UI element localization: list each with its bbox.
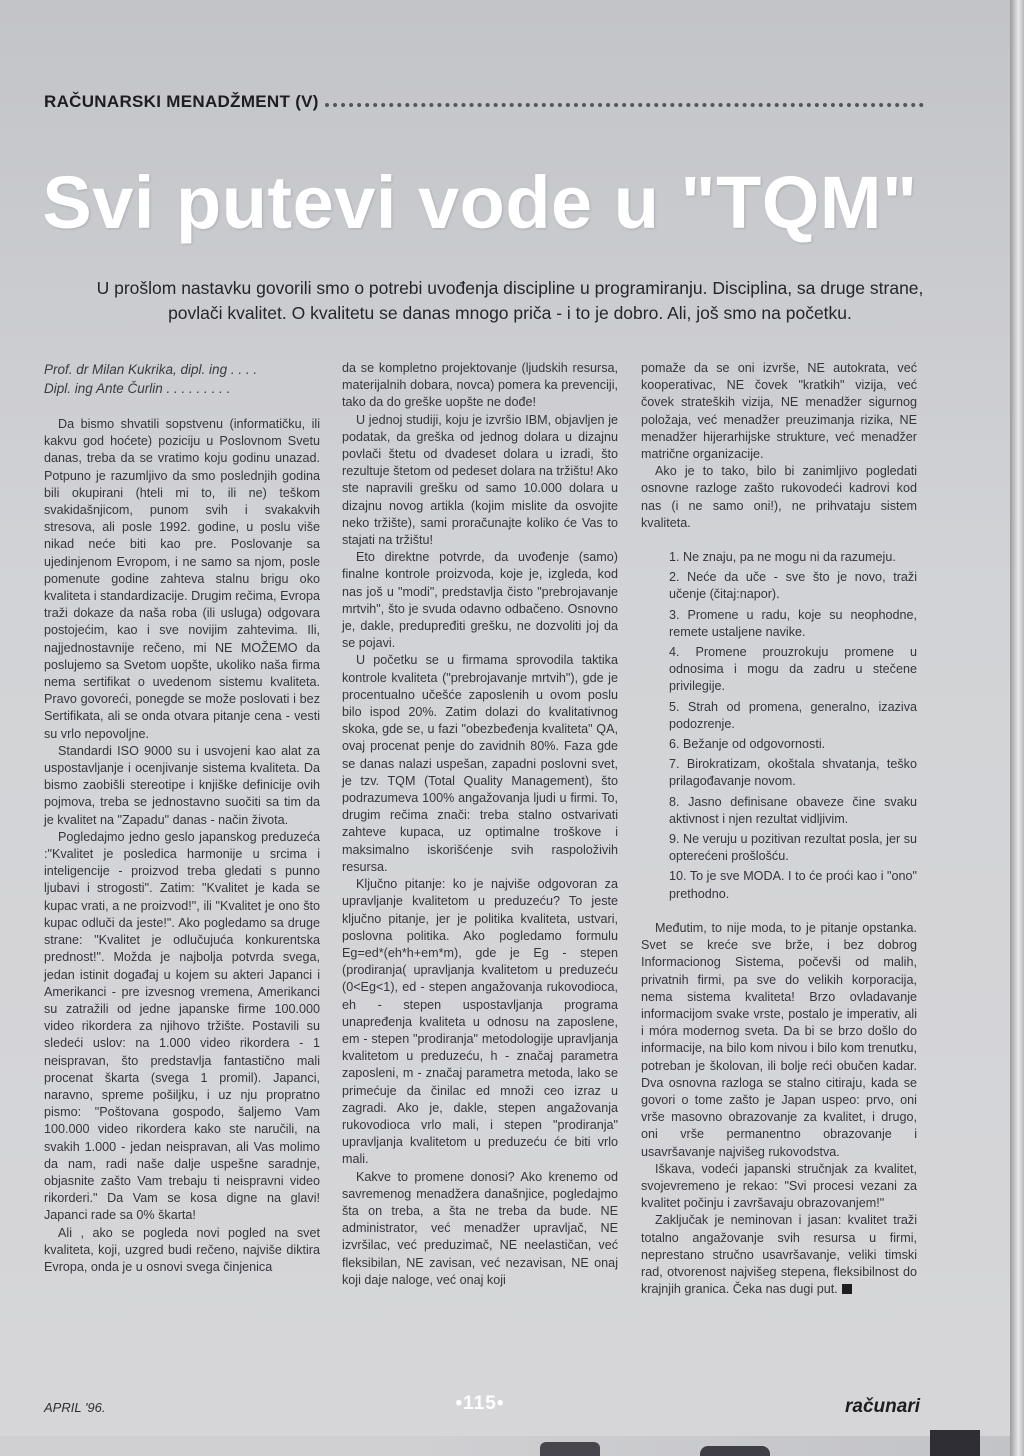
dotted-leader — [325, 91, 924, 107]
list-item: 8. Jasno definisane obaveze čine svaku aktivnost i njen rezultat vidljivim. — [669, 794, 917, 826]
list-item: 4. Promene prouzrokuju promene u odnosima i mogu da zadru u stečene privilegije. — [669, 645, 917, 694]
list-item: 2. Neće da uče - sve što je novo, traži učenje (čitaj:napor). — [669, 570, 917, 602]
paragraph: Eto direktne potvrde, da uvođenje (samo) finalne kontrole proizvoda, koje je, izgleda, kod nas još u "modi", predstavlja čisto "prebrojavanje mrtvih", što je svuda odavno odbačeno. Osnovno je, dakle, predupređiti grešku, ne dozvoliti joj da se pojavi. — [342, 550, 618, 651]
list-item: 6. Bežanje od odgovornosti. — [669, 737, 826, 752]
paragraph: Međutim, to nije moda, to je pitanje opstanka. Svet se kreće sve brže, i bez dobrog Informacionog Sistema, počevši od malih, privatnih firmi, pa sve do velikih korporacija, nema sistema kvaliteta! Brzo ovladavanje informacijom svake vrste, postalo je imperativ, ali i móra modernog sveta. Da bi se brzo došlo do informacije, na bilo kom nivou i bilo kom trenutku, potreban je školovan, ili bolje reći obučen kadar. Dva osnovna razloga se stalno citiraju, kada se govori o tome zašto je Japan uspeo: prvo, oni vrše masovno obrazovanje za kvalitet, i drugo, oni vrše permanentno obrazovanje i usavršavanje najvišeg rukovodstva. — [641, 920, 917, 1159]
next-page-bleed — [700, 1446, 770, 1456]
author-1: Prof. dr Milan Kukrika, dipl. ing . . . . — [44, 362, 258, 377]
next-page-bleed — [540, 1442, 600, 1456]
paragraph: Kakve to promene donosi? Ako krenemo od savremenog menadžera današnjice, pogledajmo šta on treba, a šta ne treba da bude. NE administrator, već menadžer upravljač, NE izvršilac, već preduzimač, NE neelastičan, već fleksibilan, NE zavisan, već nezavisan, NE onaj koji daje naloge, već onaj koji — [342, 1169, 618, 1287]
paragraph: Ključno pitanje: ko je najviše odgovoran za upravljanje kvalitetom u preduzeću? To jeste ključno pitanje, jer je politika kvaliteta, ustvari, poslovna politika. Ako pogledamo formulu Eg=ed*(eh*h+em*m), gde je Eg - stepen (prodiranja( upravljanja kvalitetom u preduzeću (0<Eg<1), ed - stepen angažovanja rukovodioca, eh - stepen uspostavljanja programa unapređenja kvaliteta u odnosu na zaposlene, em - stepen "prodiranja" metodologije upravljanja kvalitetom u preduzeću, h - značaj parametra zaposleni, m - značaj parametra metoda, lako se primećuje da činilac ed množi ceo izraz u zagradi. Ako je, dakle, stepen angažovanja rukovodioca vrlo mali, i stepen "prodiranja" upravljanja kvalitetom u preduzeću će biti vrlo mali. — [342, 877, 618, 1167]
list-item: 5. Strah od promena, generalno, izaziva podozrenje. — [669, 699, 917, 731]
column-1 — [44, 360, 320, 1276]
section-header — [44, 91, 924, 113]
closing-text: Zaključak je neminovan i jasan: kvalitet traži totalno angažovanje svih resursa u firmi, neprestano stručno usavršavanje, veliki timski rad, otvorenost najvišeg stepena, fleksibilnost do krajnjih granica. Čeka nas dugi put. — [641, 1213, 917, 1297]
list-item: 9. Ne veruju u pozitivan rezultat posla, jer su opterećeni prošlošću. — [669, 832, 917, 864]
next-page-bleed — [930, 1430, 980, 1456]
paragraph: U početku se u firmama sprovodila taktika kontrole kvaliteta ("prebrojavanje mrtvih"), gde je procentualno učešće zaposlenih u ovom poslu bilo ispod 20%. Zatim dolazi do kvalitativnog skoka, gde se, u fazi "obezbeđenja kvaliteta" QA, ovaj procenat penje do zavidnih 80%. Faza gde se danas nalazi uspešan, zapadni poslovni svet, je tzv. TQM (Total Quality Management), što podrazumeva 100% angažovanja ljudi u firmi. To, drugim rečima znači: treba stalno ostvarivati zahteve kupaca, uz optimalne troškove i maksimalno iskorišćenje svih raspoloživih resursa. — [342, 653, 618, 874]
column-2 — [342, 360, 618, 1289]
spacer — [641, 532, 917, 549]
article-headline: Svi putevi vode u "TQM" — [42, 161, 918, 244]
section-kicker: RAČUNARSKI MENADŽMENT (V) — [44, 92, 319, 111]
paragraph — [641, 1212, 917, 1298]
article-lead: U prošlom nastavku govorili smo o potrebi uvođenja discipline u programiranju. Disciplina, sa druge strane, povlači kvalitet. O kvalitetu se danas mnogo priča - i to je dobro. Ali, još smo na početku. — [96, 278, 924, 323]
paragraph: Da bismo shvatili sopstvenu (informatičku, ili kakvu god hoćete) poziciju u Poslovnom Svetu danas, treba da se vratimo koju godinu unazad. Potpuno je razumljivo da smo poslednjih godina bili okupirani (hteli mi to, ili ne) teškom svakidašnjicom, punom svih i svakakvih stresova, ali posle 1992. godine, u poslu više nikad neće biti kao pre. Poslovanje sa ujedinjenom Evropom, i ne samo sa njom, posle pomenute godine zahteva stalnu brigu oko kvaliteta i standardizacije. Drugim rečima, Evropa traži dokaze da naša roba (ili usluga) odgovara postojećim, kao i sve novijim zahtevima. Ili, najjednostavnije rečeno, mi NE MOŽEMO da poslujemo sa Svetom uopšte, ukoliko naša firma nema sertifikat o uvedenom sistemu kvaliteta. Pravo govoreći, ponegde se može poslovati i bez Sertifikata, ali se onda otvara pitanje cena - vesti su vrlo nepovoljne. — [44, 417, 320, 741]
paragraph: Ako je to tako, bilo bi zanimljivo pogledati osnovne razloge zašto rukovodeći kadrovi kod nas (i ne samo oni!), ne prihvataju sistem kvaliteta. — [641, 464, 917, 530]
spacer — [641, 903, 917, 920]
paragraph: da se kompletno projektovanje (ljudskih resursa, materijalnih dobara, novca) pomera ka prevenciji, tako da do greške uopšte ne dođe! — [342, 361, 618, 410]
column-3 — [641, 360, 917, 1298]
issue-date: APRIL '96. — [44, 1400, 106, 1415]
list-item: 7. Birokratizam, okoštala shvatanja, teško prilagođavanje novom. — [669, 757, 917, 789]
list-item: 1. Ne znaju, pa ne mogu ni da razumeju. — [669, 550, 896, 565]
page-edge — [1010, 0, 1024, 1456]
end-mark-icon — [842, 1284, 852, 1294]
bottom-strip — [0, 1436, 1010, 1456]
author-2: Dipl. ing Ante Čurlin . . . . . . . . . — [44, 381, 231, 396]
paragraph: Pogledajmo jedno geslo japanskog preduzeća :"Kvalitet je posledica harmonije u srcima i inteligencije - proizvod treba gledati s punno ljubavi i strogosti". Zatim: "Kvalitet je kada se kupac vrati, a ne proizvod!", ili "Kvalitet je ono što kupac odluči da jeste!". Ako pogledamo sa druge strane: "Kvalitet je odlučujuća konkurentska prednost!". Možda je najbolja potvrda svega, jedan istinit događaj u kojem su akteri Japanci i Amerikanci - pre izvesnog vremena, Amerikanci su zatražili od jedne japanske firme 100.000 video rikordera za njihovo tržište. Postavili su sledeći uslov: na 1.000 video rikordera - 1 neispravan, što predstavlja fantastično mali procenat škarta (svega 1 promil). Japanci, naravno, spreme pošiljku, i uz nju propratno pismo: "Poštovana gospodo, šaljemo Vam 100.000 video rikordera kako ste naručili, na svakih 1.000 - jedan neispravan, ali Vas molimo da nam, radi naše dalje uspešne saradnje, objasnite zašto Vam trebaju ti neispravni video rikorderi." Da Vam se kosa digne na glavi! Japanci rade sa 0% škarta! — [44, 829, 320, 1223]
paragraph: U jednoj studiji, koju je izvršio IBM, objavljen je podatak, da greška od jednog dolara u dizajnu povlači štetu od dvadeset dolara u izradi, što rezultuje štetom od pedeset dolara na tržištu! Ako ste napravili grešku od samo 10.000 dolara u dizajnu novog artikla (kojim mislite da osvojite neko tržište), sami proračunajte koliko će Vas to stajati na tržištu! — [342, 412, 618, 548]
page-number: •115• — [455, 1393, 505, 1414]
list-item: 3. Promene u radu, koje su neophodne, remete ustaljene navike. — [669, 607, 917, 639]
paragraph: Standardi ISO 9000 su i usvojeni kao alat za uspostavljanje i ocenjivanje sistema kvaliteta. Da bismo zaobišli stereotipe i knjiške definicije ovih pojmova, treba se jednostavno suočiti sa tim da je kvalitet na "Zapadu" danas - način života. — [44, 743, 320, 827]
reasons-list — [641, 549, 917, 903]
byline — [44, 360, 320, 398]
list-item: 10. To je sve MODA. I to će proći kao i "ono" prethodno. — [669, 869, 917, 901]
paragraph: Ali , ako se pogleda novi pogled na svet kvaliteta, koji, uzgred budi rečeno, najviše diktira Evropa, onda je u osnovi svega činjenica — [44, 1225, 320, 1274]
paragraph: Iškava, vodeći japanski stručnjak za kvalitet, svojevremeno je rekao: "Svi procesi vezani za kvalitet počinju i završavaju obrazovanjem!" — [641, 1161, 917, 1211]
paragraph: pomaže da se oni izvrše, NE autokrata, već kooperativac, NE čovek "kratkih" vizija, već čovek strateških vizija, NE menadžer sigurnog položaja, već menadžer preuzimanja rizika, NE menadžer hijerarhijske strukture, već menadžer matrične organizacije. — [641, 361, 917, 462]
magazine-logo: računari — [845, 1396, 920, 1417]
